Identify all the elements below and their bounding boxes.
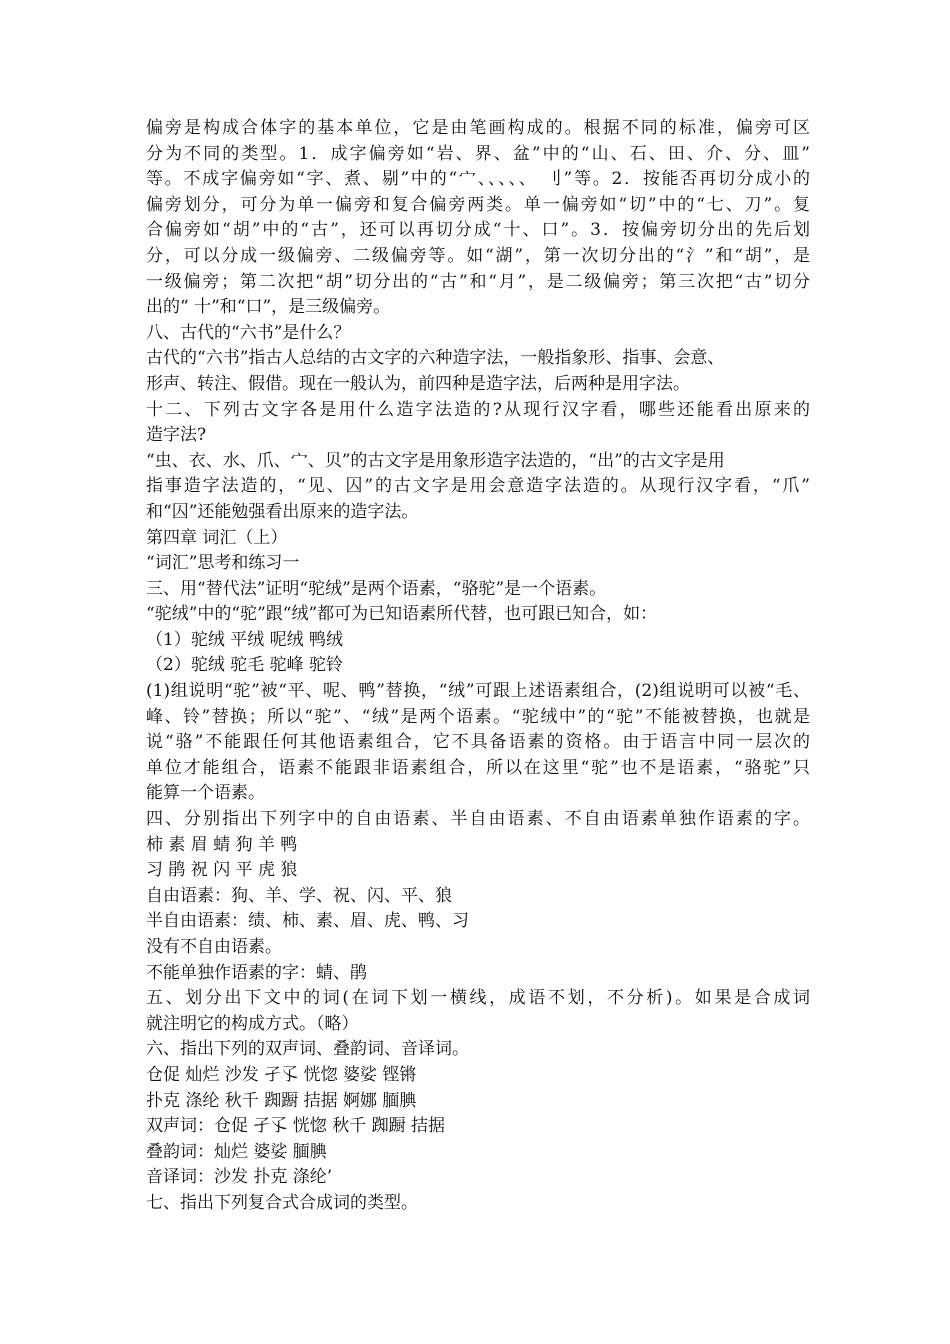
- text-line: 习 鹃 祝 闪 平 虎 狼: [146, 860, 298, 881]
- text-line: 造字法?: [146, 425, 207, 446]
- text-line: 十二、下列古文字各是用什么造字法造的?从现行汉字看，哪些还能看出原来的: [146, 399, 810, 420]
- text-line: (1)组说明“驼”被“平、呢、鸭”替换，“绒”可跟上述语素组合，(2)组说明可以被“毛、: [146, 681, 810, 702]
- text-line: “词汇”思考和练习一: [146, 553, 300, 574]
- text-line: 形声、转注、假借。现在一般认为，前四种是造字法，后两种是用字法。: [146, 373, 690, 394]
- text-line: 自由语素：狗、羊、学、祝、闪、平、狼: [146, 885, 452, 906]
- text-line: 峰、铃”替换；所以“驼”、“绒”是两个语素。“驼绒中”的“驼”不能被替换，也就是: [146, 706, 810, 727]
- text-line: 一级偏旁；第二次把“胡”切分出的“古”和“月”，是二级偏旁；第三次把“古”切分: [146, 271, 810, 292]
- text-line: 指事造字法造的，“见、囚”的古文字是用会意造字法造的。从现行汉字看，“爪”: [146, 476, 810, 497]
- text-line: 双声词：仓促 孑孓 恍惚 秋千 踟蹰 拮据: [146, 1116, 446, 1137]
- text-line: 单位才能组合，语素不能跟非语素组合，所以在这里“驼”也不是语素，“骆驼”只: [146, 757, 810, 778]
- text-line: 音译词：沙发 扑克 涤纶’: [146, 1167, 333, 1188]
- text-line: 没有不自由语素。: [146, 937, 282, 957]
- text-line: 说“骆”不能跟任何其他语素组合，它不具备语素的资格。由于语言中同一层次的: [146, 732, 810, 753]
- text-line: 等。不成字偏旁如“字、煮、剔”中的“宀、、、、、 刂”等。2．按能否再切分成小的: [146, 169, 810, 190]
- text-line: 三、用“替代法”证明“驼绒”是两个语素，“骆驼”是一个语素。: [146, 578, 607, 599]
- text-line: 古代的“六书”指古人总结的古文字的六种造字法，一般指象形、指事、会意、: [146, 348, 725, 369]
- text-line: （1）驼绒 平绒 呢绒 鸭绒: [146, 629, 344, 650]
- text-line: 七、指出下列复合式合成词的类型。: [146, 1192, 418, 1213]
- text-line: 分为不同的类型。1．成字偏旁如“岩、界、盆”中的“山、石、田、介、分、皿”: [146, 143, 810, 164]
- text-line: 八、古代的“六书”是什么？: [146, 322, 351, 343]
- text-line: 合偏旁如“胡”中的“古”，还可以再切分成“十、口”。3．按偏旁切分出的先后划: [146, 220, 810, 241]
- text-line: 叠韵词：灿烂 婆娑 腼腆: [146, 1141, 327, 1162]
- text-line: 五、划分出下文中的词(在词下划一横线，成语不划，不分析)。如果是合成词: [146, 988, 810, 1009]
- text-line: 扑克 涤纶 秋千 踟蹰 拮据 婀娜 腼腆: [146, 1090, 417, 1111]
- text-line: （2）驼绒 驼毛 驼峰 驼铃: [146, 655, 344, 676]
- text-line: 不能单独作语素的字：蜻、鹃: [146, 962, 367, 983]
- text-line: 出的“ 十”和“口”，是三级偏旁。: [146, 297, 391, 318]
- text-line: “驼绒”中的“驼”跟“绒”都可为已知语素所代替，也可跟已知合，如：: [146, 604, 658, 625]
- text-line: 能算一个语素。: [146, 783, 265, 804]
- text-line: 六、指出下列的双声词、叠韵词、音译词。: [146, 1039, 469, 1060]
- text-line: 仓促 灿烂 沙发 孑孓 恍惚 婆娑 铿锵: [146, 1064, 417, 1085]
- text-line: 就注明它的构成方式。（略）: [146, 1013, 359, 1034]
- text-line: 分，可以分成一级偏旁、二级偏旁等。如“湖”，第一次切分出的“氵”和“胡”，是: [146, 245, 810, 266]
- text-line: “虫、衣、水、爪、宀、贝”的古文字是用象形造字法造的，“出”的古文字是用: [146, 450, 725, 471]
- text-line: 偏旁是构成合体字的基本单位，它是由笔画构成的。根据不同的标准，偏旁可区: [146, 118, 810, 138]
- text-line: 偏旁划分，可分为单一偏旁和复合偏旁两类。单一偏旁如“切”中的“七、刀”。复: [146, 194, 810, 215]
- text-line: 柿 素 眉 蜻 狗 羊 鸭: [146, 834, 298, 855]
- text-line: 四、分别指出下列字中的自由语素、半自由语素、不自由语素单独作语素的字。: [146, 809, 810, 830]
- text-line: 半自由语素：绩、柿、素、眉、虎、鸭、习: [146, 911, 469, 932]
- text-line: 第四章 词汇（上）: [146, 527, 288, 548]
- document-page: [146, 116, 810, 1217]
- text-line: 和“囚”还能勉强看出原来的造字法。: [146, 501, 419, 522]
